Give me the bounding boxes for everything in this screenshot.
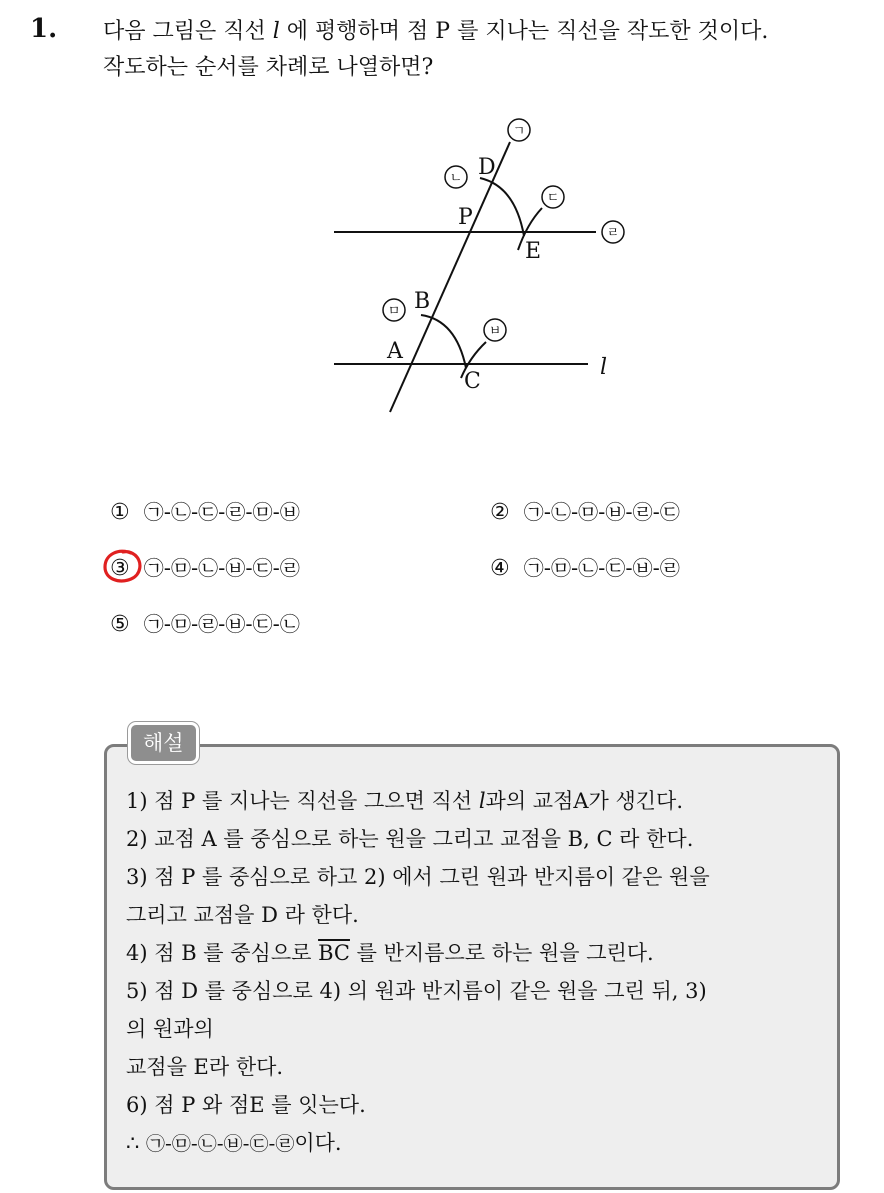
arc-center-p: [480, 178, 524, 236]
segment-bc: $\overline{BC}$: [318, 941, 350, 965]
answer-sequence: ㉠-㉤-㉡-㉥-㉢-㉣: [146, 1133, 295, 1155]
solution-line-10: [126, 1124, 838, 1163]
label-d: D: [478, 155, 496, 180]
label-l: l: [600, 355, 608, 380]
solution-line-6: 5) 점 D 를 중심으로 4) 의 원과 반지름이 같은 원을 그린 뒤, 3): [126, 979, 707, 1003]
question-number: 1.: [30, 14, 58, 44]
svg-text:ㄹ: ㄹ: [606, 226, 620, 241]
question-line-1-post: 에 평행하며 점 P 를 지나는 직선을 작도한 것이다.: [279, 19, 769, 44]
step-label-4: [602, 221, 624, 243]
solution-line-5: [126, 934, 838, 972]
solution-text: [126, 782, 838, 1163]
construction-figure: [320, 112, 650, 422]
solution-line-3: 3) 점 P 를 중심으로 하고 2) 에서 그린 원과 반지름이 같은 원을: [126, 865, 710, 889]
question-line-1-pre: 다음 그림은 직선: [103, 19, 273, 44]
label-b: B: [414, 289, 431, 314]
step-label-6: [484, 319, 506, 341]
arc-center-a: [421, 315, 466, 368]
choice-2[interactable]: [490, 496, 680, 525]
question-line-2: 작도하는 순서를 차례로 나열하면?: [103, 55, 434, 80]
construction-diagram: [320, 112, 650, 422]
solution-line-5-pre: 4) 점 B 를 중심으로: [126, 941, 319, 965]
choice-value: ㉠-㉡-㉢-㉣-㉤-㉥: [143, 500, 300, 524]
choice-value: ㉠-㉤-㉣-㉥-㉢-㉡: [143, 612, 300, 636]
line-l-variable: l: [272, 19, 280, 44]
choice-4[interactable]: [490, 552, 680, 581]
question-text: [103, 14, 873, 86]
question-line-1: [103, 14, 873, 50]
choice-value: ㉠-㉤-㉡-㉥-㉢-㉣: [143, 556, 300, 580]
choice-1[interactable]: [110, 496, 300, 525]
solution-tab: 해설: [128, 722, 199, 764]
solution-line-5-post: 를 반지름으로 하는 원을 그린다.: [349, 941, 654, 965]
choice-number: ②: [490, 500, 510, 525]
choice-value: ㉠-㉤-㉡-㉢-㉥-㉣: [523, 556, 680, 580]
label-a: A: [387, 339, 403, 364]
therefore-symbol: ∴: [126, 1131, 147, 1155]
step-label-2: [445, 166, 467, 188]
choice-number: ①: [110, 500, 130, 525]
solution-line-9: 6) 점 P 와 점E 를 잇는다.: [126, 1093, 366, 1117]
step-label-5: [383, 299, 405, 321]
answer-circle-mark: [101, 548, 145, 586]
svg-text:ㄱ: ㄱ: [512, 124, 526, 139]
line-l-variable: l: [478, 789, 486, 813]
svg-text:ㄴ: ㄴ: [449, 171, 463, 186]
solution-line-4: 그리고 교점을 D 라 한다.: [126, 903, 359, 927]
label-p: P: [458, 205, 473, 230]
svg-text:ㅂ: ㅂ: [488, 324, 502, 339]
solution-line-1-post: 과의 교점A가 생긴다.: [485, 789, 684, 813]
svg-text:ㄷ: ㄷ: [546, 191, 560, 206]
label-e: E: [525, 239, 542, 264]
choice-value: ㉠-㉡-㉤-㉥-㉣-㉢: [523, 500, 680, 524]
solution-line-8: 교점을 E라 한다.: [126, 1055, 284, 1079]
step-label-3: [542, 186, 564, 208]
choice-number: ⑤: [110, 612, 130, 637]
solution-line-10-post: 이다.: [294, 1131, 342, 1155]
solution-line-1: [126, 782, 838, 820]
step-label-1: [508, 119, 530, 141]
choice-5[interactable]: [110, 608, 300, 637]
choice-number: ③: [110, 556, 130, 581]
solution-line-7: 의 원과의: [126, 1017, 214, 1041]
solution-line-2: 2) 교점 A 를 중심으로 하는 원을 그리고 교점을 B, C 라 한다.: [126, 827, 694, 851]
label-c: C: [464, 369, 481, 394]
svg-text:ㅁ: ㅁ: [387, 304, 401, 319]
choice-number: ④: [490, 556, 510, 581]
solution-line-1-pre: 1) 점 P 를 지나는 직선을 그으면 직선: [126, 789, 479, 813]
